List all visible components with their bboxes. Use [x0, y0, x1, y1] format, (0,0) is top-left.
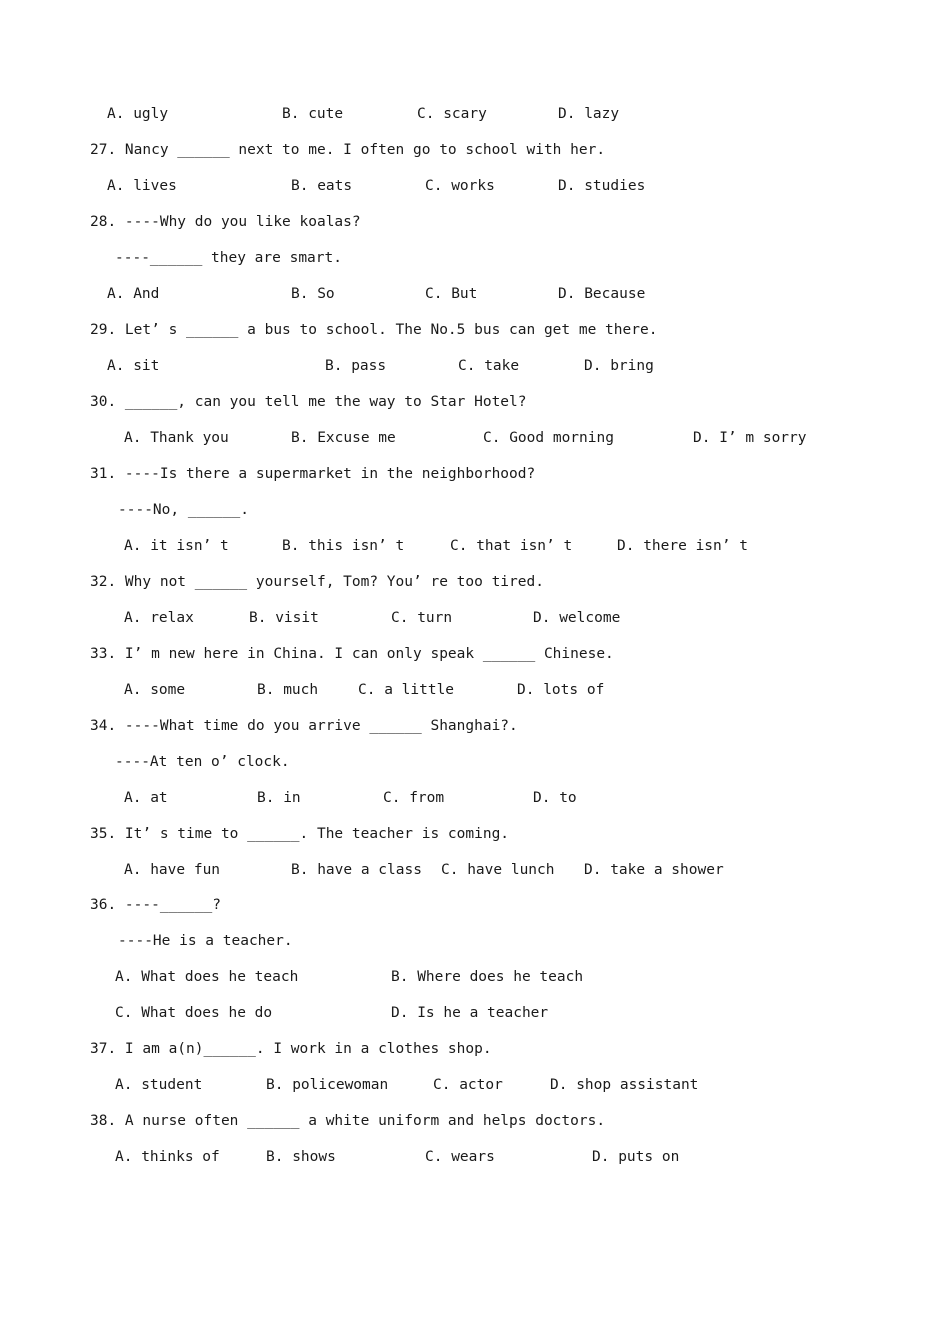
- option-d: D. bring: [584, 358, 654, 374]
- option-c: C. scary: [417, 106, 487, 122]
- option-a: A. What does he teach: [115, 969, 299, 985]
- option-c: C. wears: [425, 1149, 495, 1165]
- question-30: 30. ______, can you tell me the way to Star Hotel?: [90, 394, 527, 410]
- option-a: A. And: [107, 286, 160, 302]
- option-b: B. So: [291, 286, 335, 302]
- option-b: B. shows: [266, 1149, 336, 1165]
- option-c: C. that isn’ t: [450, 538, 573, 554]
- option-b: B. visit: [249, 610, 319, 626]
- option-a: A. ugly: [107, 106, 169, 122]
- option-a: A. student: [115, 1077, 203, 1093]
- option-a: A. thinks of: [115, 1149, 220, 1165]
- question-37: 37. I am a(n)______. I work in a clothes shop.: [90, 1041, 492, 1057]
- option-b: B. policewoman: [266, 1077, 389, 1093]
- question-38: 38. A nurse often ______ a white uniform and helps doctors.: [90, 1113, 606, 1129]
- option-d: D. to: [533, 790, 577, 806]
- option-b: B. cute: [282, 106, 344, 122]
- option-a: A. have fun: [124, 862, 221, 878]
- option-b: B. eats: [291, 178, 353, 194]
- option-c: C. take: [458, 358, 520, 374]
- question-36-reply: ----He is a teacher.: [118, 933, 293, 949]
- option-a: A. lives: [107, 178, 177, 194]
- option-c: C. actor: [433, 1077, 503, 1093]
- option-d: D. lazy: [558, 106, 620, 122]
- option-d: D. studies: [558, 178, 646, 194]
- question-33: 33. I’ m new here in China. I can only speak ______ Chinese.: [90, 646, 614, 662]
- option-d: D. puts on: [592, 1149, 680, 1165]
- option-c: C. Good morning: [483, 430, 614, 446]
- option-a: A. Thank you: [124, 430, 229, 446]
- option-c: C. from: [383, 790, 445, 806]
- question-28: 28. ----Why do you like koalas?: [90, 214, 361, 230]
- option-c: C. have lunch: [441, 862, 555, 878]
- option-d: D. there isn’ t: [617, 538, 748, 554]
- question-32: 32. Why not ______ yourself, Tom? You’ re too tired.: [90, 574, 544, 590]
- option-c: C. turn: [391, 610, 453, 626]
- option-c: C. a little: [358, 682, 455, 698]
- question-34: 34. ----What time do you arrive ______ Shanghai?.: [90, 718, 518, 734]
- option-a: A. some: [124, 682, 186, 698]
- question-28-reply: ----______ they are smart.: [115, 250, 342, 266]
- option-b: B. Where does he teach: [391, 969, 584, 985]
- question-29: 29. Let’ s ______ a bus to school. The No.5 bus can get me there.: [90, 322, 658, 338]
- question-27: 27. Nancy ______ next to me. I often go to school with her.: [90, 142, 606, 158]
- question-35: 35. It’ s time to ______. The teacher is coming.: [90, 826, 510, 842]
- option-a: A. it isn’ t: [124, 538, 229, 554]
- option-c: C. But: [425, 286, 478, 302]
- option-d: D. lots of: [517, 682, 605, 698]
- option-c: C. works: [425, 178, 495, 194]
- option-d: D. I’ m sorry: [693, 430, 807, 446]
- option-d: D. Is he a teacher: [391, 1005, 549, 1021]
- option-a: A. at: [124, 790, 168, 806]
- option-a: A. sit: [107, 358, 160, 374]
- option-d: D. Because: [558, 286, 646, 302]
- question-34-reply: ----At ten o’ clock.: [115, 754, 290, 770]
- option-d: D. take a shower: [584, 862, 724, 878]
- option-b: B. Excuse me: [291, 430, 396, 446]
- option-b: B. have a class: [291, 862, 422, 878]
- option-b: B. pass: [325, 358, 387, 374]
- option-b: B. this isn’ t: [282, 538, 405, 554]
- option-b: B. in: [257, 790, 301, 806]
- option-a: A. relax: [124, 610, 194, 626]
- question-31: 31. ----Is there a supermarket in the neighborhood?: [90, 466, 536, 482]
- option-d: D. welcome: [533, 610, 621, 626]
- option-d: D. shop assistant: [550, 1077, 699, 1093]
- option-c: C. What does he do: [115, 1005, 273, 1021]
- option-b: B. much: [257, 682, 319, 698]
- question-31-reply: ----No, ______.: [118, 502, 249, 518]
- question-36: 36. ----______?: [90, 897, 221, 913]
